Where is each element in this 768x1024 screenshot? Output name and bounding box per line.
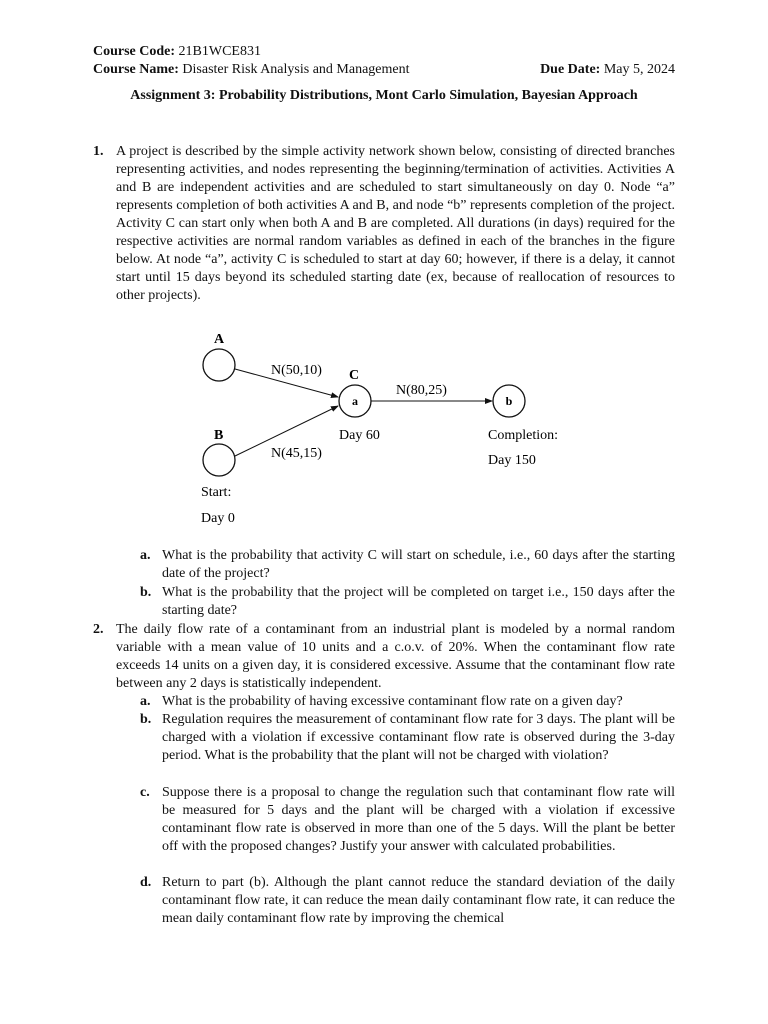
part-label: a. bbox=[140, 694, 151, 709]
label-B: B bbox=[214, 428, 224, 443]
part-text: What is the probability that activity C will start on schedule, i.e., 60 days after the starting date of the project? bbox=[162, 548, 675, 581]
part-label: a. bbox=[140, 548, 151, 563]
dist-C: N(80,25) bbox=[396, 383, 447, 398]
start-label: Start: bbox=[201, 485, 232, 500]
question-2 bbox=[93, 621, 675, 693]
course-name: Disaster Risk Analysis and Management bbox=[182, 62, 410, 77]
question-2d bbox=[140, 874, 675, 928]
label-A: A bbox=[214, 332, 225, 347]
course-code-label: Course Code: bbox=[93, 44, 176, 59]
part-label: c. bbox=[140, 785, 150, 800]
part-label: d. bbox=[140, 875, 152, 890]
part-text: Suppose there is a proposal to change the regulation such that contaminant flow rate will be measured for 5 days and the plant will be charged with a violation if excessive contaminant flow rate is observed in more than one of the 5 days. Will the plant be better off with the proposed changes? Justify your answer with calculated probabilities. bbox=[162, 785, 675, 854]
course-name-row bbox=[93, 61, 675, 79]
question-1b bbox=[140, 584, 675, 620]
day-0-label: Day 0 bbox=[201, 511, 235, 526]
day-60-label: Day 60 bbox=[339, 428, 380, 443]
part-label: b. bbox=[140, 712, 152, 727]
node-B-start bbox=[203, 444, 235, 476]
node-b-label: b bbox=[505, 394, 513, 408]
dist-B: N(45,15) bbox=[271, 446, 322, 461]
activity-network-diagram bbox=[0, 325, 768, 535]
label-C: C bbox=[349, 368, 360, 383]
assignment-title: Assignment 3: Probability Distributions, Mont Carlo Simulation, Bayesian Approach bbox=[130, 88, 638, 103]
due-date-label: Due Date: bbox=[540, 62, 601, 77]
node-a-label: a bbox=[352, 394, 358, 408]
course-code: 21B1WCE831 bbox=[178, 44, 261, 59]
part-text: Regulation requires the measurement of contaminant flow rate for 3 days. The plant will be charged with a violation if excessive contaminant flow rate is observed during the 3-day period. What is the probability that the plant will not be charged with violation? bbox=[162, 712, 675, 763]
part-label: b. bbox=[140, 585, 152, 600]
question-2c bbox=[140, 784, 675, 856]
part-text: What is the probability of having excessive contaminant flow rate on a given day? bbox=[162, 694, 623, 709]
question-2a bbox=[140, 693, 675, 711]
question-number: 2. bbox=[93, 622, 104, 637]
completion-label: Completion: bbox=[488, 428, 558, 443]
question-text: The daily flow rate of a contaminant from an industrial plant is modeled by a normal random variable with a mean value of 10 units and a c.o.v. of 20%. When the contaminant flow rate exceeds 14 units on a given day, it is considered excessive. Assume that the contaminant flow rate between any 2 days is statistically independent. bbox=[116, 622, 675, 691]
node-A-start bbox=[203, 349, 235, 381]
question-1a bbox=[140, 547, 675, 583]
dist-A: N(50,10) bbox=[271, 363, 322, 378]
part-text: Return to part (b). Although the plant cannot reduce the standard deviation of the daily contaminant flow rate, it can reduce the mean daily contaminant flow rate, it can reduce the mean daily contaminant flow rate by improving the chemical bbox=[162, 875, 675, 926]
due-date: May 5, 2024 bbox=[603, 62, 675, 77]
course-name-label: Course Name: bbox=[93, 62, 179, 77]
question-text: A project is described by the simple activity network shown below, consisting of directed branches representing activities, and nodes representing the beginning/termination of activities. Activities A and B are independent activities and are scheduled to start simultaneously on day 0. Node “a” represents completion of both activities A and B, and node “b” represents completion of the project. Activity C can start only when both A and B are completed. All durations (in days) required for the respective activities are normal random variables as defined in each of the branches in the figure below. At node “a”, activity C is scheduled to start at day 60; however, if there is a delay, it cannot start until 15 days beyond its scheduled starting date (ex, because of reallocation of resources to other projects). bbox=[116, 144, 675, 303]
part-text: What is the probability that the project will be completed on target i.e., 150 days after the starting date? bbox=[162, 585, 675, 618]
day-150-label: Day 150 bbox=[488, 453, 536, 468]
question-number: 1. bbox=[93, 144, 104, 159]
question-1 bbox=[93, 143, 675, 305]
course-code-row bbox=[93, 43, 675, 61]
document-header bbox=[93, 43, 675, 79]
question-2b bbox=[140, 711, 675, 765]
